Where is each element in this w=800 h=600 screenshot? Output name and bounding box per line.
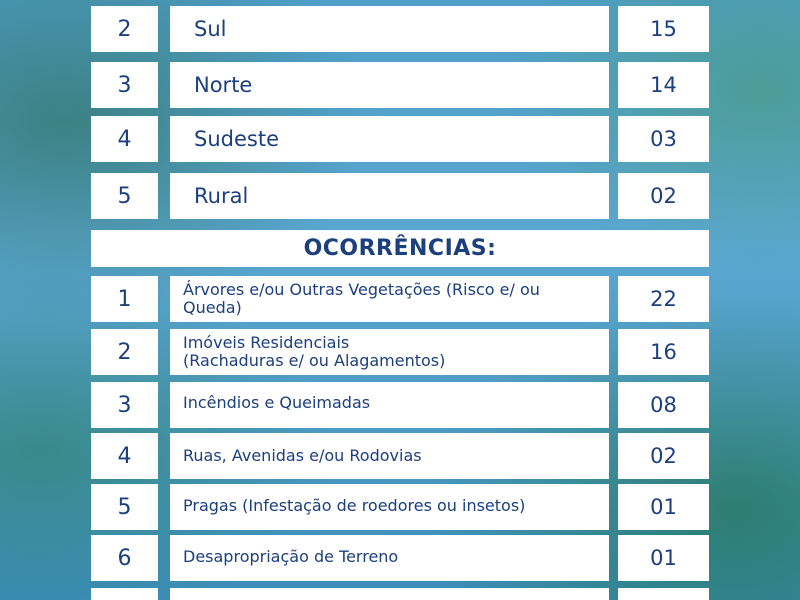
ocorrencia-count: 22	[618, 276, 709, 322]
ocorrencia-index: 5	[91, 484, 158, 530]
region-name: Sul	[170, 6, 609, 52]
region-index: 4	[91, 116, 158, 162]
ocorrencia-index: 6	[91, 535, 158, 581]
ocorrencia-index: 1	[91, 276, 158, 322]
region-count: 14	[618, 62, 709, 108]
partial-row-name-cell	[170, 588, 609, 600]
ocorrencias-heading: OCORRÊNCIAS:	[91, 230, 709, 267]
region-index: 3	[91, 62, 158, 108]
ocorrencia-name: Pragas (Infestação de roedores ou insetos)	[170, 484, 609, 530]
ocorrencia-index: 2	[91, 329, 158, 375]
region-name: Rural	[170, 173, 609, 219]
ocorrencia-name: Imóveis Residenciais (Rachaduras e/ ou Alagamentos)	[170, 329, 609, 375]
ocorrencia-count: 16	[618, 329, 709, 375]
ocorrencia-name: Incêndios e Queimadas	[170, 382, 609, 428]
ocorrencia-name: Ruas, Avenidas e/ou Rodovias	[170, 433, 609, 479]
ocorrencia-count: 01	[618, 484, 709, 530]
ocorrencia-count: 02	[618, 433, 709, 479]
region-count: 15	[618, 6, 709, 52]
ocorrencia-index: 4	[91, 433, 158, 479]
ocorrencia-name: Árvores e/ou Outras Vegetações (Risco e/ ou Queda)	[170, 276, 609, 322]
ocorrencia-count: 08	[618, 382, 709, 428]
region-name: Sudeste	[170, 116, 609, 162]
partial-row-count-cell	[618, 588, 709, 600]
ocorrencia-index: 3	[91, 382, 158, 428]
ocorrencia-count: 01	[618, 535, 709, 581]
ocorrencia-name: Desapropriação de Terreno	[170, 535, 609, 581]
region-index: 2	[91, 6, 158, 52]
partial-row-index-cell	[91, 588, 158, 600]
region-count: 02	[618, 173, 709, 219]
region-name: Norte	[170, 62, 609, 108]
region-count: 03	[618, 116, 709, 162]
region-index: 5	[91, 173, 158, 219]
